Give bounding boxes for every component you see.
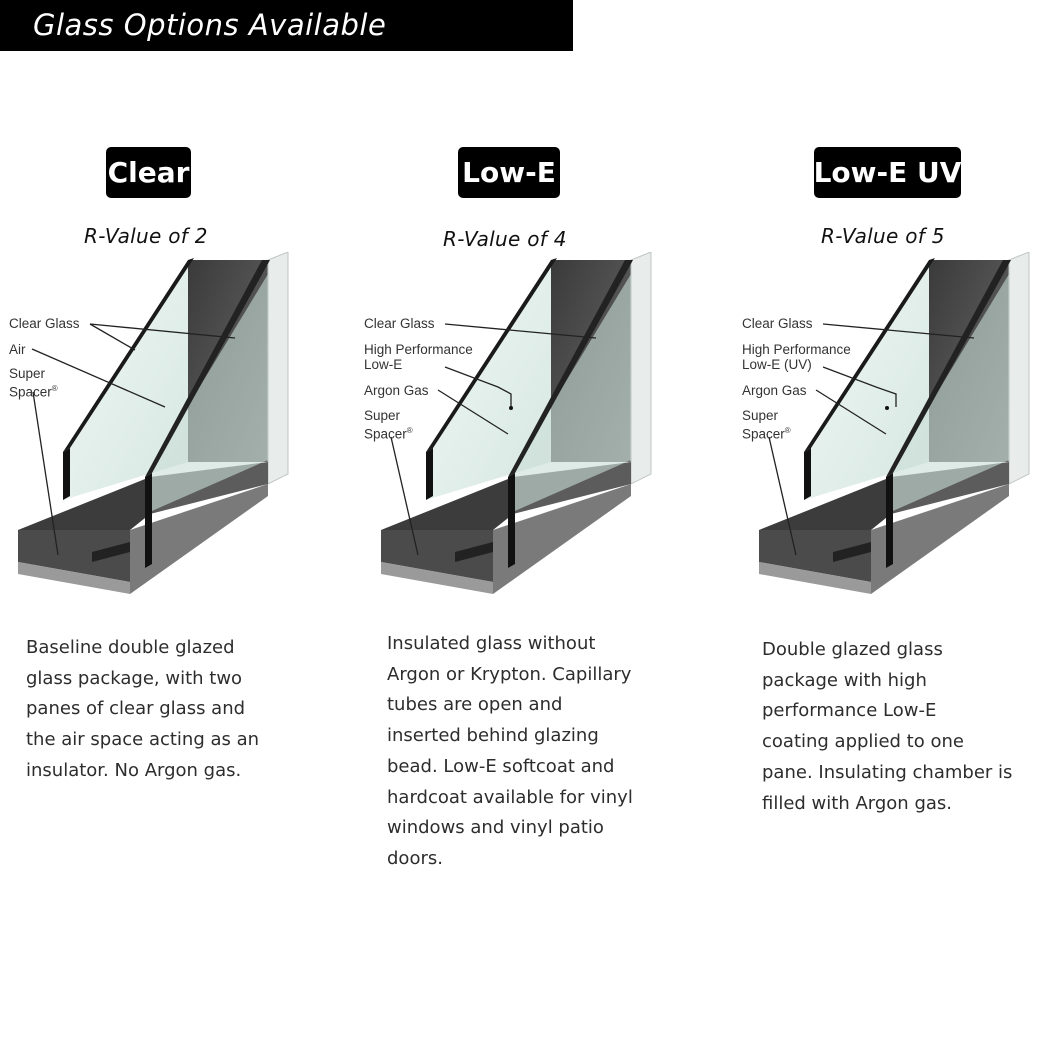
glass-unit-diagram-icon	[363, 252, 663, 597]
option-description: Insulated glass without Argon or Krypton. Capillary tubes are open and inserted behind glazing bead. Low-E softcoat and hardcoat available for vinyl windows and vinyl patio doors.	[387, 633, 633, 869]
option-badge: Low-E UV	[814, 147, 961, 198]
label-super: Super	[9, 366, 46, 381]
label-spacer: Spacer®	[364, 426, 413, 442]
label-clear-glass: Clear Glass	[742, 316, 813, 331]
glass-unit-diagram-icon	[741, 252, 1041, 597]
label-super: Super	[742, 408, 779, 423]
label-super: Super	[364, 408, 401, 423]
label-low-e-uv: Low-E (UV)	[742, 357, 812, 372]
label-clear-glass: Clear Glass	[364, 316, 435, 331]
r-value: R-Value of 2	[84, 224, 208, 248]
label-argon-gas: Argon Gas	[742, 383, 807, 398]
glass-unit-diagram-icon	[0, 252, 300, 597]
page-title: Glass Options Available	[33, 8, 387, 42]
label-spacer: Spacer®	[9, 384, 58, 400]
r-value: R-Value of 4	[443, 227, 567, 251]
option-badge: Clear	[106, 147, 191, 198]
label-spacer: Spacer®	[742, 426, 791, 442]
option-low-e-uv	[741, 0, 1050, 1050]
label-high-performance: High Performance	[364, 342, 473, 357]
label-low-e: Low-E	[364, 357, 403, 372]
r-value: R-Value of 5	[821, 224, 945, 248]
label-high-performance: High Performance	[742, 342, 851, 357]
option-low-e	[363, 0, 693, 1050]
label-argon-gas: Argon Gas	[364, 383, 429, 398]
option-description: Baseline double glazed glass package, with two panes of clear glass and the air space acting as an insulator. No Argon gas.	[26, 637, 260, 781]
option-description: Double glazed glass package with high performance Low-E coating applied to one pane. Insulating chamber is filled with Argon gas.	[762, 639, 1013, 814]
option-badge: Low-E	[458, 147, 560, 198]
label-clear-glass: Clear Glass	[9, 316, 80, 331]
label-air: Air	[9, 342, 26, 357]
option-clear	[0, 0, 330, 1050]
